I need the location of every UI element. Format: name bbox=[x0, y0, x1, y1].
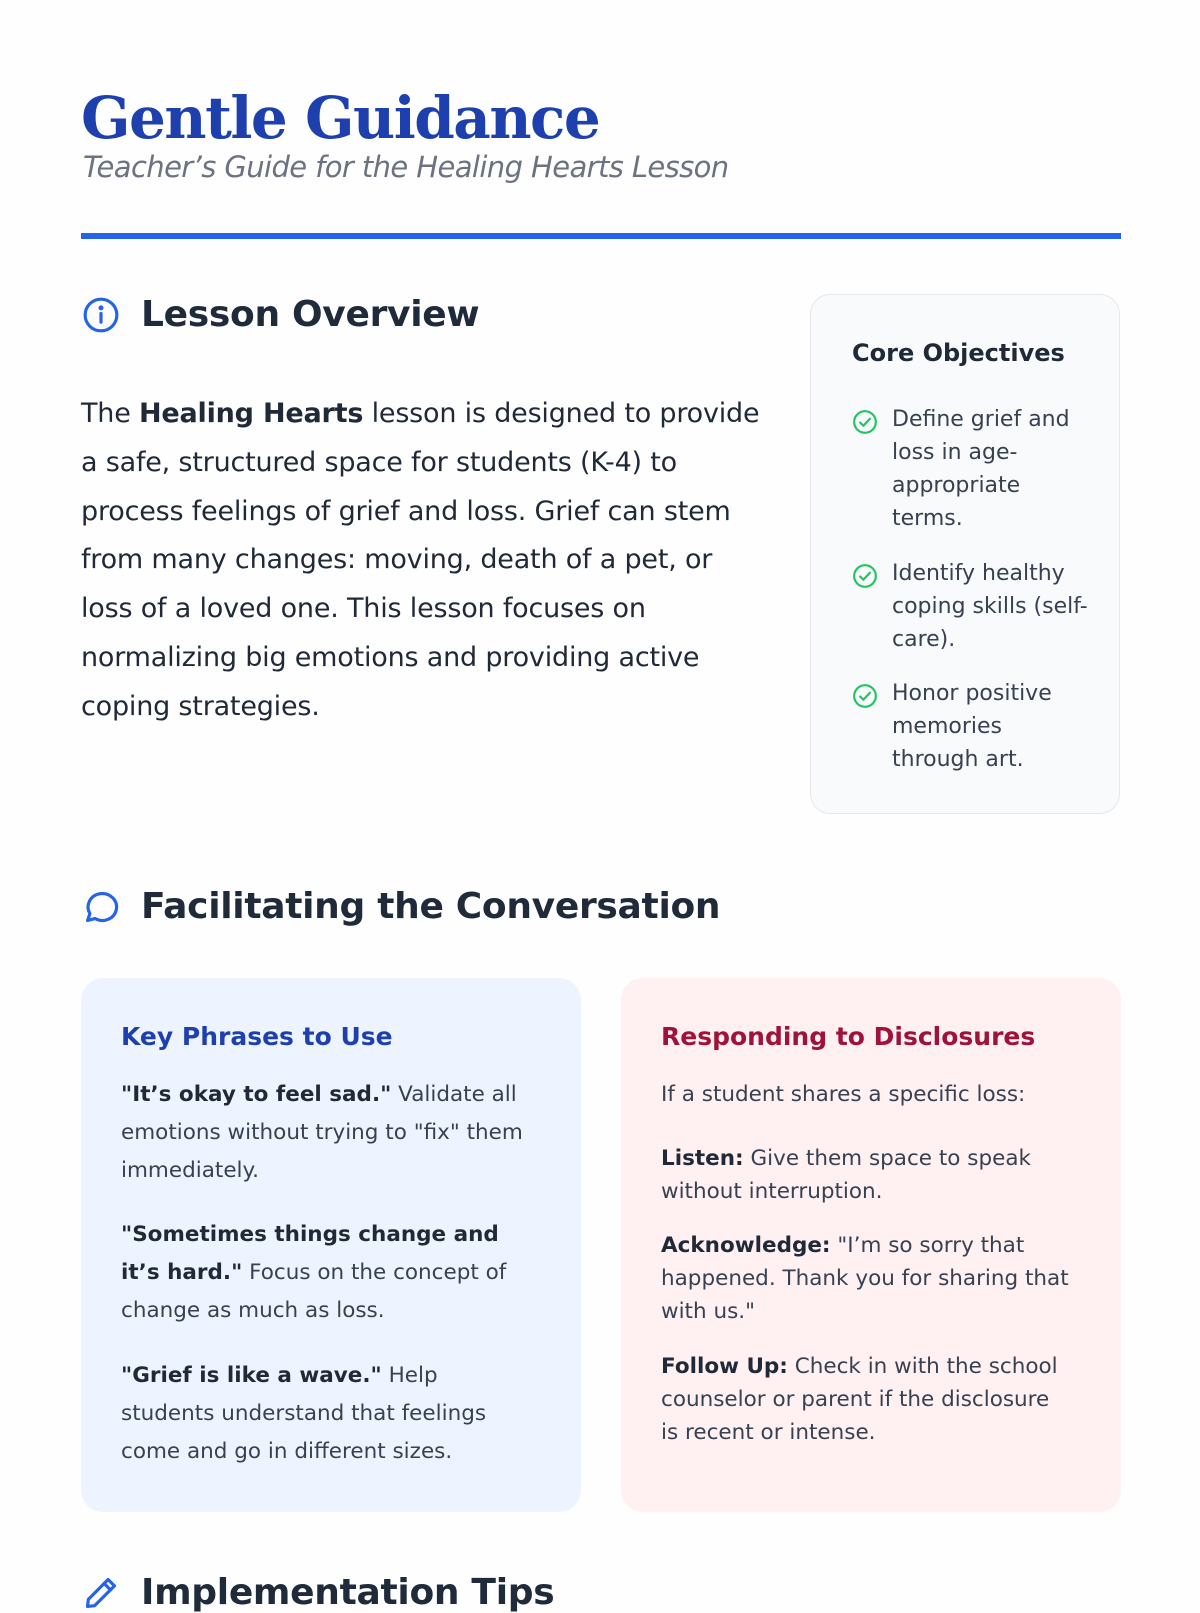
disclosure-step: Follow Up: Check in with the school counselor or parent if the disclosure is recent or intense. bbox=[661, 1354, 1058, 1445]
objective-item bbox=[852, 403, 1092, 535]
conversation-heading-label: Facilitating the Conversation bbox=[141, 886, 721, 927]
check-circle-icon bbox=[852, 409, 878, 435]
objectives-title: Core Objectives bbox=[852, 339, 1065, 367]
check-circle-icon bbox=[852, 683, 878, 709]
overview-paragraph: The Healing Hearts lesson is designed to provide a safe, structured space for students (K-4) to process feelings of grief and loss. Grief can stem from many changes: moving, death of a pet, or loss of a loved one. This lesson focuses on normalizing big emotions and providing active coping strategies. bbox=[81, 398, 760, 722]
key-phrases-title: Key Phrases to Use bbox=[121, 1022, 393, 1051]
disclosure-step: Listen: Give them space to speak without interruption. bbox=[661, 1146, 1031, 1204]
tips-heading bbox=[81, 1572, 554, 1613]
lesson-name: Healing Hearts bbox=[139, 398, 364, 429]
disclosures-title: Responding to Disclosures bbox=[661, 1022, 1036, 1051]
disclosures-card bbox=[621, 978, 1121, 1512]
objective-text: Honor positive memories through art. bbox=[892, 681, 1052, 772]
pencil-icon bbox=[81, 1573, 121, 1613]
overview-heading bbox=[81, 294, 479, 335]
info-icon bbox=[81, 295, 121, 335]
page-title: Gentle Guidance bbox=[81, 84, 600, 152]
key-phrase-item: "Sometimes things change and it’s hard." Focus on the concept of change as much as loss. bbox=[121, 1222, 507, 1323]
key-phrases-card bbox=[81, 978, 581, 1512]
tips-heading-label: Implementation Tips bbox=[141, 1572, 555, 1613]
disclosure-step: Acknowledge: "I’m so sorry that happened. Thank you for sharing that with us." bbox=[661, 1233, 1069, 1324]
objective-item bbox=[852, 677, 1092, 776]
key-phrase-item: "Grief is like a wave." Help students understand that feelings come and go in different sizes. bbox=[121, 1363, 487, 1464]
speech-bubble-icon bbox=[81, 887, 121, 927]
objective-text: Identify healthy coping skills (self-care). bbox=[892, 561, 1088, 652]
objective-item bbox=[852, 557, 1092, 656]
core-objectives-card bbox=[810, 294, 1120, 814]
page-subtitle: Teacher’s Guide for the Healing Hearts Lesson bbox=[83, 150, 729, 184]
guide-page bbox=[81, 0, 1121, 1613]
disclosures-intro: If a student shares a specific loss: bbox=[661, 1082, 1026, 1107]
header-divider bbox=[81, 233, 1121, 239]
key-phrase-item: "It’s okay to feel sad." Validate all emotions without trying to "fix" them immediately. bbox=[121, 1082, 523, 1183]
check-circle-icon bbox=[852, 563, 878, 589]
objective-text: Define grief and loss in age-appropriate terms. bbox=[892, 407, 1070, 531]
conversation-heading bbox=[81, 886, 720, 927]
overview-heading-label: Lesson Overview bbox=[141, 294, 480, 335]
